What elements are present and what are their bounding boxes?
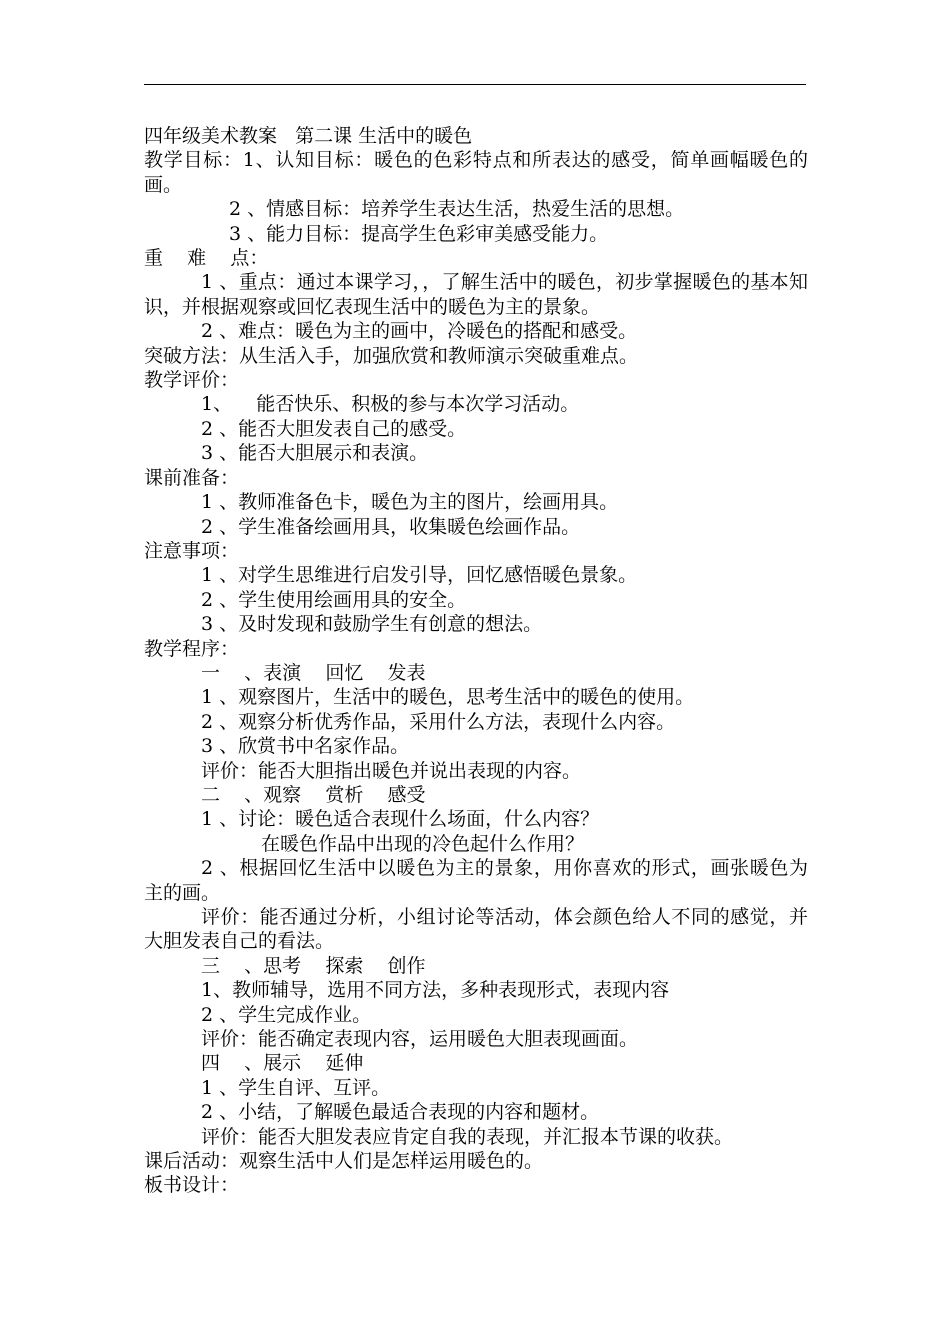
document-line: 1 、教师准备色卡，暖色为主的图片，绘画用具。 xyxy=(201,491,619,514)
document-line: 二 、观察 赏析 感受 xyxy=(201,783,426,806)
document-line: 2 、学生准备绘画用具，收集暖色绘画作品。 xyxy=(201,515,581,538)
document-line: 注意事项： xyxy=(144,539,240,562)
document-line: 重 难 点： xyxy=(144,247,269,270)
document-line: 1、 能否快乐、积极的参与本次学习活动。 xyxy=(201,393,580,416)
document-line: 2 、学生完成作业。 xyxy=(201,1003,372,1026)
document-lines xyxy=(144,148,808,1197)
document-line: 2 、难点：暖色为主的画中，冷暖色的搭配和感受。 xyxy=(201,320,638,343)
document-line: 评价：能否大胆发表应肯定自我的表现，并汇报本节课的收获。 xyxy=(201,1125,734,1148)
document-line: 3 、及时发现和鼓励学生有创意的想法。 xyxy=(201,613,543,636)
document-line: 1、教师辅导，选用不同方法，多种表现形式，表现内容 xyxy=(201,979,670,1002)
document-line: 在暖色作品中出现的冷色起什么作用？ xyxy=(261,832,585,855)
document-line: 教学评价： xyxy=(144,369,240,392)
document-line: 评价：能否大胆指出暖色并说出表现的内容。 xyxy=(201,759,582,782)
document-line: 1 、学生自评、互评。 xyxy=(201,1076,391,1099)
document-line: 四 、展示 延伸 xyxy=(201,1052,364,1075)
document-line: 2 、根据回忆生活中以暖色为主的景象，用你喜欢的形式，画张暖色为主的画。 xyxy=(144,857,808,904)
document-line: 三 、思考 探索 创作 xyxy=(201,954,426,977)
document-title: 四年级美术教案 第二课 生活中的暖色 xyxy=(144,125,473,147)
document-line: 2 、情感目标：培养学生表达生活，热爱生活的思想。 xyxy=(229,198,685,221)
document-line: 3 、能否大胆展示和表演。 xyxy=(201,442,429,465)
document-line: 2 、能否大胆发表自己的感受。 xyxy=(201,417,467,440)
header-rule xyxy=(144,84,806,85)
document-body xyxy=(144,124,808,1198)
document-line: 3 、欣赏书中名家作品。 xyxy=(201,735,410,758)
document-line: 1 、重点：通过本课学习，，了解生活中的暖色，初步掌握暖色的基本知识，并根据观察或回忆表现生活中的暖色为主的景象。 xyxy=(144,271,808,318)
document-line: 一 、表演 回忆 发表 xyxy=(201,661,426,684)
document-line: 3 、能力目标：提高学生色彩审美感受能力。 xyxy=(229,222,609,245)
document-line: 2 、观察分析优秀作品，采用什么方法，表现什么内容。 xyxy=(201,710,676,733)
document-line: 课后活动：观察生活中人们是怎样运用暖色的。 xyxy=(144,1150,544,1173)
document-line: 1 、观察图片，生活中的暖色，思考生活中的暖色的使用。 xyxy=(201,686,695,709)
document-line: 2 、学生使用绘画用具的安全。 xyxy=(201,588,467,611)
document-line: 板书设计： xyxy=(144,1174,240,1197)
document-line: 评价：能否通过分析，小组讨论等活动，体会颜色给人不同的感觉，并大胆发表自己的看法。 xyxy=(144,906,808,953)
document-line: 课前准备： xyxy=(144,466,240,489)
document-line: 教学目标：1、认知目标：暖色的色彩特点和所表达的感受，简单画幅暖色的画。 xyxy=(144,149,808,196)
document-line: 2 、小结，了解暖色最适合表现的内容和题材。 xyxy=(201,1101,600,1124)
document-line: 1 、对学生思维进行启发引导，回忆感悟暖色景象。 xyxy=(201,564,638,587)
document-line: 教学程序： xyxy=(144,637,240,660)
document-line: 评价：能否确定表现内容，运用暖色大胆表现画面。 xyxy=(201,1028,639,1051)
document-line: 突破方法：从生活入手，加强欣赏和教师演示突破重难点。 xyxy=(144,344,639,367)
document-line: 1 、讨论：暖色适合表现什么场面，什么内容？ xyxy=(201,808,600,831)
